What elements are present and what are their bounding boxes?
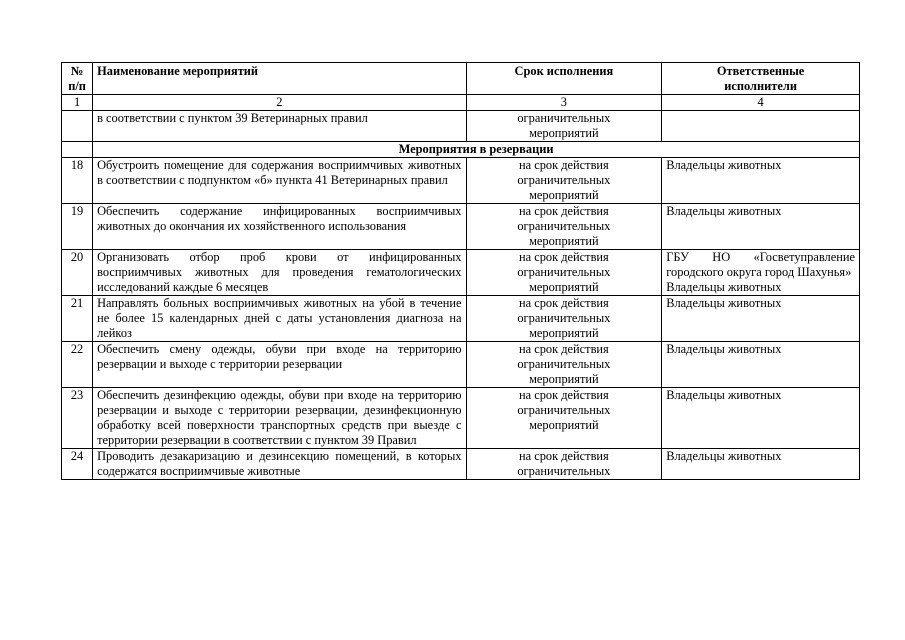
row-responsible: ГБУ НО «Госветуправление городского округа город Шахунья» Владельцы животных	[662, 250, 860, 296]
row-name: Направлять больных восприимчивых животных на убой в течение не более 15 календарных дней с даты установления диагноза на лейкоз	[93, 296, 466, 342]
row-term: на срок действия ограничительных мероприятий	[466, 250, 662, 296]
row-num: 22	[62, 342, 93, 388]
row-term: на срок действия ограничительных мероприятий	[466, 388, 662, 449]
row-name: Обустроить помещение для содержания восприимчивых животных в соответствии с подпунктом «б» пункта 41 Ветеринарных правил	[93, 158, 466, 204]
header-term: Срок исполнения	[466, 63, 662, 95]
table-row	[62, 342, 860, 388]
header-num: № п/п	[62, 63, 93, 95]
table-row	[62, 250, 860, 296]
row-term: на срок действия ограничительных мероприятий	[466, 296, 662, 342]
table-row	[62, 388, 860, 449]
row-responsible: Владельцы животных	[662, 158, 860, 204]
row-num: 20	[62, 250, 93, 296]
row-name: Обеспечить смену одежды, обуви при входе на территорию резервации и выходе с территории резервации	[93, 342, 466, 388]
column-number: 3	[466, 95, 662, 111]
row-term: на срок действия ограничительных	[466, 449, 662, 480]
table-row	[62, 449, 860, 480]
row-num	[62, 111, 93, 142]
row-num: 23	[62, 388, 93, 449]
table-row	[62, 296, 860, 342]
row-name: Организовать отбор проб крови от инфицированных восприимчивых животных для проведения гематологических исследований каждые 6 месяцев	[93, 250, 466, 296]
table-row	[62, 158, 860, 204]
section-row	[62, 142, 860, 158]
row-responsible: Владельцы животных	[662, 296, 860, 342]
row-term: на срок действия ограничительных мероприятий	[466, 204, 662, 250]
continuation-row	[62, 111, 860, 142]
column-number: 1	[62, 95, 93, 111]
row-term: на срок действия ограничительных мероприятий	[466, 158, 662, 204]
header-responsible: Ответственные исполнители	[662, 63, 860, 95]
row-term: на срок действия ограничительных мероприятий	[466, 342, 662, 388]
section-title: Мероприятия в резервации	[93, 142, 860, 158]
row-num: 21	[62, 296, 93, 342]
row-responsible: Владельцы животных	[662, 342, 860, 388]
row-num: 19	[62, 204, 93, 250]
row-term: ограничительных мероприятий	[466, 111, 662, 142]
row-responsible: Владельцы животных	[662, 449, 860, 480]
row-num: 24	[62, 449, 93, 480]
row-name: Обеспечить содержание инфицированных восприимчивых животных до окончания их хозяйственного использования	[93, 204, 466, 250]
row-name: Проводить дезакаризацию и дезинсекцию помещений, в которых содержатся восприимчивые животные	[93, 449, 466, 480]
row-responsible	[662, 111, 860, 142]
row-name: в соответствии с пунктом 39 Ветеринарных правил	[93, 111, 466, 142]
column-number: 4	[662, 95, 860, 111]
column-number-row	[62, 95, 860, 111]
row-responsible: Владельцы животных	[662, 388, 860, 449]
row-name: Обеспечить дезинфекцию одежды, обуви при входе на территорию резервации и выходе с территории резервации, дезинфекционную обработку всей поверхности транспортных средств при выезде с территории резервации в соответствии с пунктом 39 Правил	[93, 388, 466, 449]
table-row	[62, 204, 860, 250]
header-row	[62, 63, 860, 95]
measures-rows	[62, 158, 860, 480]
section-num-cell	[62, 142, 93, 158]
row-num: 18	[62, 158, 93, 204]
measures-table	[61, 62, 860, 480]
row-responsible: Владельцы животных	[662, 204, 860, 250]
column-number: 2	[93, 95, 466, 111]
header-name: Наименование мероприятий	[93, 63, 466, 95]
